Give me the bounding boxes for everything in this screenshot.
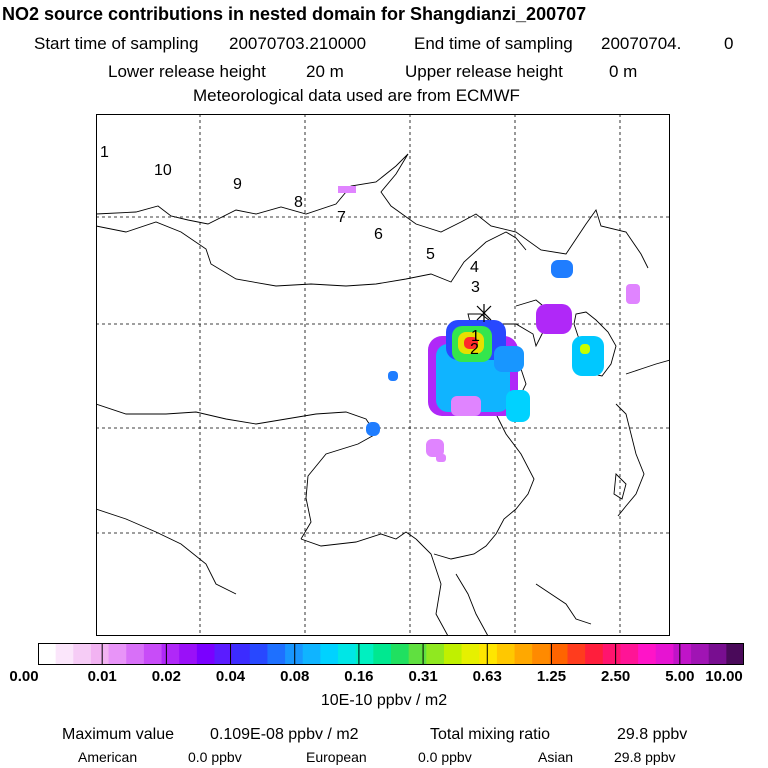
- colorbar-cell: [726, 643, 744, 665]
- max-value-label: Maximum value: [62, 726, 175, 743]
- colorbar-tick-label: 0.00: [9, 668, 39, 685]
- colorbar-cell: [550, 643, 568, 665]
- trajectory-label: 10: [154, 162, 172, 179]
- colorbar-tick-label: 5.00: [665, 668, 695, 685]
- hotspot-shaanxi: [388, 371, 398, 381]
- hotspot-liaoning: [536, 304, 572, 334]
- end-time-label: End time of sampling: [414, 34, 573, 53]
- colorbar-cell: [338, 643, 356, 665]
- colorbar-cell: [320, 643, 338, 665]
- colorbar-cell: [73, 643, 91, 665]
- colorbar-cell: [285, 643, 303, 665]
- hotspot-korea: [572, 336, 604, 376]
- asian-value: 29.8 ppbv: [614, 749, 676, 765]
- colorbar-cell: [497, 643, 515, 665]
- colorbar-cell: [267, 643, 285, 665]
- trajectory-label: 6: [374, 226, 383, 243]
- upper-release-label: Upper release height: [405, 62, 563, 81]
- colorbar-cell: [179, 643, 197, 665]
- colorbar-cell: [144, 643, 162, 665]
- total-mixing-value: 29.8 ppbv: [617, 726, 688, 743]
- colorbar-cell: [91, 643, 109, 665]
- colorbar-tick-label: 0.04: [215, 668, 246, 685]
- hotspot-tianjin: [494, 346, 524, 372]
- hotspot-jilin: [551, 260, 573, 278]
- colorbar-cell: [479, 643, 497, 665]
- trajectory-label: 1: [471, 328, 480, 345]
- colorbar-cell: [638, 643, 656, 665]
- hotspot-south: [436, 454, 446, 462]
- colorbar-cell: [656, 643, 674, 665]
- colorbar-tick-label: 0.16: [344, 668, 374, 685]
- trajectory-label: 2: [470, 341, 479, 358]
- colorbar-cell: [215, 643, 233, 665]
- lower-release-label: Lower release height: [108, 62, 266, 81]
- colorbar-tick-label: 2.50: [601, 668, 631, 685]
- colorbar-cell: [444, 643, 462, 665]
- colorbar-cell: [126, 643, 144, 665]
- colorbar-cell: [391, 643, 409, 665]
- colorbar-cell: [109, 643, 127, 665]
- hotspot-shandong: [506, 390, 530, 422]
- colorbar-cell: [585, 643, 603, 665]
- met-data-line: Meteorological data used are from ECMWF: [193, 86, 520, 105]
- colorbar-cell: [462, 643, 480, 665]
- colorbar-cell: [56, 643, 74, 665]
- hotspot-henan: [451, 396, 481, 416]
- colorbar-cell: [409, 643, 427, 665]
- map-panel: [96, 114, 670, 636]
- colorbar-cell: [197, 643, 215, 665]
- trajectory-label: 8: [294, 194, 303, 211]
- colorbar-cell: [232, 643, 250, 665]
- colorbar-tick-label: 0.02: [151, 668, 181, 685]
- start-time-value: 20070703.210000: [229, 34, 367, 53]
- colorbar-cell: [303, 643, 321, 665]
- colorbar: [38, 643, 744, 665]
- american-value: 0.0 ppbv: [188, 749, 242, 765]
- hotspot-sichuan: [366, 422, 380, 436]
- colorbar-cell: [532, 643, 550, 665]
- end-time-value: 20070704.: [601, 34, 682, 53]
- colorbar-tick-label: 0.08: [280, 668, 310, 685]
- colorbar-cell: [568, 643, 586, 665]
- hotspot-seoul: [580, 344, 590, 354]
- colorbar-units: 10E-10 ppbv / m2: [320, 692, 448, 709]
- trajectory-label: 5: [426, 246, 435, 263]
- colorbar-cell: [250, 643, 268, 665]
- total-mixing-label: Total mixing ratio: [430, 726, 551, 743]
- colorbar-cell: [709, 643, 727, 665]
- colorbar-cell: [620, 643, 638, 665]
- colorbar-tick-label: 1.25: [536, 668, 567, 685]
- lower-release-value: 20 m: [306, 62, 344, 81]
- hotspot-mongolia: [338, 186, 356, 193]
- colorbar-tick-label: 0.31: [408, 668, 438, 685]
- colorbar-cell: [691, 643, 709, 665]
- upper-release-value: 0 m: [609, 62, 638, 81]
- colorbar-cell: [373, 643, 391, 665]
- trajectory-label: 4: [470, 259, 479, 276]
- trajectory-label: 7: [337, 209, 346, 226]
- max-value: 0.109E-08 ppbv / m2: [210, 726, 359, 743]
- chart-title: NO2 source contributions in nested domain for Shangdianzi_200707: [2, 4, 587, 24]
- trajectory-label: 1: [100, 144, 109, 161]
- colorbar-tick-label: 0.63: [472, 668, 502, 685]
- colorbar-tick-label: 10.00: [705, 668, 743, 685]
- european-value: 0.0 ppbv: [418, 749, 472, 765]
- colorbar-cell: [673, 643, 691, 665]
- asian-label: Asian: [538, 749, 574, 765]
- colorbar-cell: [515, 643, 533, 665]
- colorbar-cell: [426, 643, 444, 665]
- start-time-label: Start time of sampling: [34, 34, 199, 53]
- map-svg: [96, 114, 670, 636]
- end-time-suffix: 0: [724, 34, 734, 53]
- hotspot-japan: [626, 284, 640, 304]
- american-label: American: [78, 749, 138, 765]
- colorbar-cell: [603, 643, 621, 665]
- trajectory-label: 9: [233, 176, 242, 193]
- colorbar-tick-label: 0.01: [87, 668, 117, 685]
- colorbar-cell: [38, 643, 56, 665]
- trajectory-label: 3: [471, 279, 480, 296]
- european-label: European: [306, 749, 367, 765]
- colorbar-cell: [162, 643, 180, 665]
